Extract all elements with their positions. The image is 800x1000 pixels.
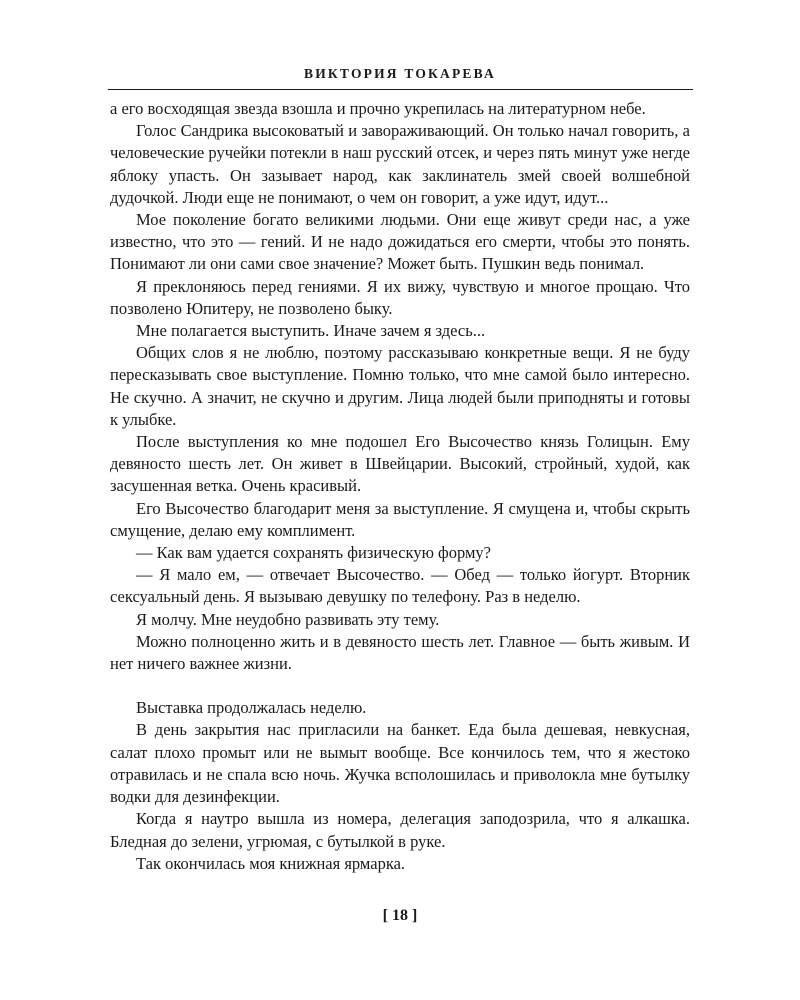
paragraph: После выступления ко мне подошел Его Высочество князь Голицын. Ему девяносто шесть лет. Он живет в Швейцарии. Высокий, стройный, худой, как засушенная ветка. Очень красивый.	[110, 432, 690, 496]
running-title: ВИКТОРИЯ ТОКАРЕВА	[304, 66, 496, 81]
paragraph: В день закрытия нас пригласили на банкет. Еда была дешевая, невкусная, салат плохо промыт или не вымыт вообще. Все кончилось тем, что я жестоко отравилась и не спала всю ночь. Жучка всполошилась и приволокла мне бутылку водки для дезинфекции.	[110, 720, 690, 807]
folio-bracket-close: ]	[412, 907, 418, 924]
body-text	[110, 98, 690, 875]
paragraph: Я преклоняюсь перед гениями. Я их вижу, чувствую и многое прощаю. Что позволено Юпитеру, не позволено быку.	[110, 276, 690, 318]
paragraph: Можно полноценно жить и в девяносто шесть лет. Главное — быть живым. И нет ничего важнее жизни.	[110, 631, 690, 674]
paragraph: Я молчу. Мне неудобно развивать эту тему.	[136, 609, 440, 629]
paragraph: Его Высочество благодарит меня за выступление. Я смущена и, чтобы скрыть смущение, делаю ему комплимент.	[110, 498, 690, 540]
paragraph: Так окончилась моя книжная ярмарка.	[136, 853, 406, 873]
paragraph: а его восходящая звезда взошла и прочно укрепилась на литературном небе.	[110, 99, 646, 118]
paragraph: Общих слов я не люблю, поэтому рассказываю конкретные вещи. Я не буду пересказывать свое выступление. Помню только, что мне самой было интересно. Не скучно. А значит, не скучно и другим. Лица людей были приподняты и готовы к улыбке.	[110, 343, 690, 429]
dialogue-line: — Как вам удается сохранять физическую форму?	[136, 543, 491, 563]
dialogue-line: — Я мало ем, — отвечает Высочество. — Обед — только йогурт. Вторник сексуальный день. Я вызываю девушку по телефону. Раз в неделю.	[110, 565, 690, 607]
paragraph: Когда я наутро вышла из номера, делегация заподозрила, что я алкашка. Бледная до зелени, угрюмая, с бутылкой в руке.	[110, 809, 690, 851]
paragraph: Мое поколение богато великими людьми. Они еще живут среди нас, а уже известно, что это — гений. И не надо дожидаться его смерти, чтобы это понять. Понимают ли они сами свое значение? Может быть. Пушкин ведь понимал.	[110, 210, 690, 274]
paragraph: Мне полагается выступить. Иначе зачем я здесь...	[136, 321, 486, 341]
paragraph: Выставка продолжалась неделю.	[136, 698, 367, 718]
paragraph: Голос Сандрика высоковатый и завораживающий. Он только начал говорить, а человеческие ручейки потекли в наш русский отсек, и через пять минут уже негде яблоку упасть. Он зазывает народ, как заклинатель змей своей волшебной дудочкой. Люди еще не понимают, о чем он говорит, а уже идут, идут...	[110, 121, 690, 207]
page-number: 18	[392, 907, 408, 924]
header-rule	[108, 89, 693, 90]
page-number-folio	[0, 907, 800, 925]
folio-bracket-open: [	[382, 907, 388, 924]
